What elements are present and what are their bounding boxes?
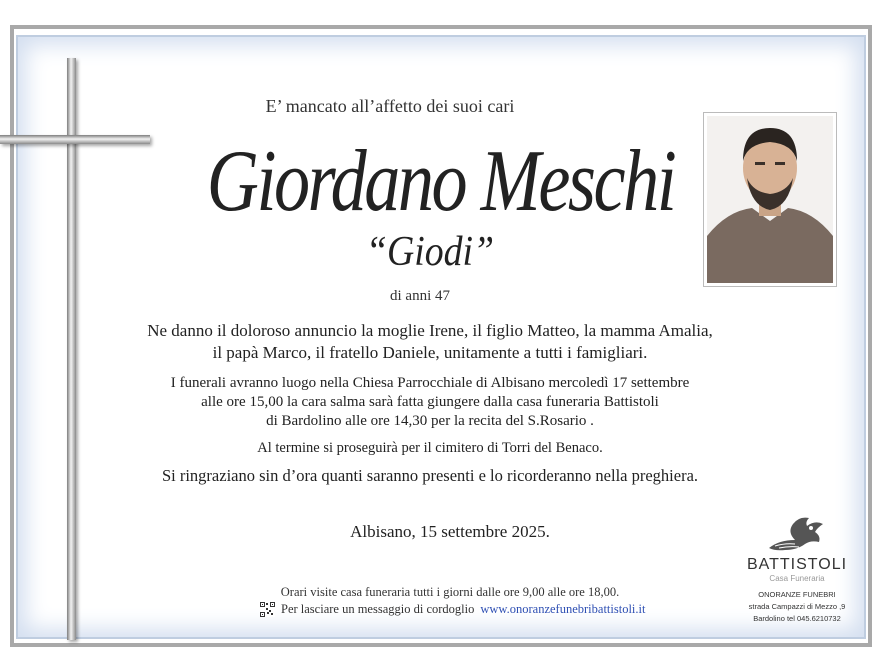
battistoli-logo-icon	[765, 510, 829, 554]
deceased-age: di anni 47	[390, 288, 450, 304]
cross-horizontal-bar	[0, 135, 150, 144]
brand-name: BATTISTOLI	[746, 556, 848, 573]
thanks-text: Si ringraziano sin d’ora quanti saranno presenti e lo ricorderanno nella preghiera.	[161, 466, 699, 485]
condolence-website-link[interactable]: www.onoranzefunebribattistoli.it	[480, 602, 646, 616]
message-prefix: Per lasciare un messaggio di cordoglio	[281, 602, 475, 616]
funeral-home-logo	[735, 510, 859, 625]
brand-subtitle: Casa Funeraria	[769, 574, 825, 583]
cross-vertical-bar	[67, 58, 76, 640]
place-date: Albisano, 15 settembre 2025.	[350, 522, 550, 541]
announcement-line: il papà Marco, il fratello Daniele, unitamente a tutti i famigliari.	[212, 343, 648, 362]
qr-code-icon	[260, 602, 275, 617]
logo-address-line: strada Campazzi di Mezzo ,9	[748, 602, 846, 611]
logo-phone-line: Bardolino tel 045.6210732	[753, 614, 841, 623]
deceased-name: Giordano Meschi	[206, 133, 675, 230]
logo-service-line: ONORANZE FUNEBRI	[758, 590, 836, 599]
funeral-line: alle ore 15,00 la cara salma sarà fatta giungere dalla casa funeraria Battistoli	[201, 394, 659, 410]
visiting-hours: Orari visite casa funeraria tutti i giorni dalle ore 9,00 alle ore 18,00.	[280, 585, 620, 599]
portrait-photo	[703, 112, 837, 287]
announcement-line: Ne danno il doloroso annuncio la moglie Irene, il figlio Matteo, la mamma Amalia,	[147, 321, 713, 340]
announcement-paragraph	[120, 320, 740, 364]
condolence-message-line	[260, 602, 680, 617]
intro-text: E’ mancato all’affetto dei suoi cari	[265, 96, 515, 116]
funeral-line: I funerali avranno luogo nella Chiesa Parrocchiale di Albisano mercoledì 17 settembre	[170, 375, 690, 391]
deceased-nickname: “Giodi”	[365, 229, 495, 275]
funeral-line: di Bardolino alle ore 14,30 per la recita del S.Rosario .	[266, 413, 594, 429]
funeral-paragraph	[120, 374, 740, 431]
cemetery-text: Al termine si proseguirà per il cimitero di Torri del Benaco.	[257, 440, 603, 456]
